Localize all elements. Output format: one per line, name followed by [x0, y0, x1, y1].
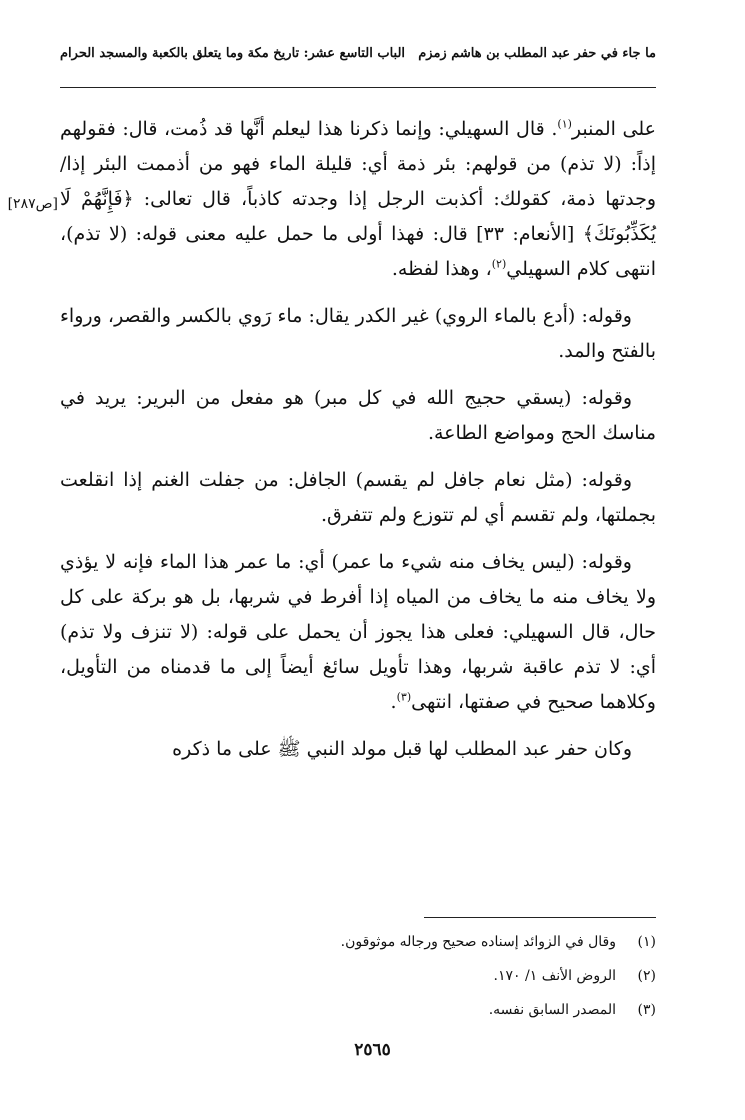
- footnote-item: [60, 993, 656, 1027]
- paragraph: [60, 381, 656, 451]
- footnote-ref: (٣): [396, 690, 412, 704]
- header-chapter-title: ما جاء في حفر عبد المطلب بن هاشم زمزم: [418, 46, 656, 61]
- footnote-ref: (١): [557, 117, 572, 131]
- footnote-text: وقال في الزوائد إسناده صحيح ورجاله موثوقون.: [340, 934, 616, 950]
- paragraph-text: .: [390, 691, 397, 713]
- paragraph-text: وقوله: (أدع بالماء الروي) غير الكدر يقال: ماء رَوي بالكسر والقصر، ورواء بالفتح والمد.: [60, 305, 656, 362]
- paragraph-text: ، وهذا لفظه.: [391, 258, 492, 280]
- margin-page-marker: [ص٢٨٧]: [7, 196, 58, 212]
- footnote-ref: (٢): [491, 257, 507, 271]
- footnote-rule: [424, 917, 656, 918]
- footnote-item: [60, 925, 656, 959]
- paragraph-text: وقوله: (يسقي حجيج الله في كل مبر) هو مفعل من البرير: يريد في مناسك الحج ومواضع الطاعة.: [60, 387, 656, 444]
- footnote-number: (٢): [637, 968, 656, 984]
- footnote-number: (١): [637, 934, 656, 950]
- paragraph-text: على المنبر: [571, 118, 656, 140]
- header-section-title: الباب التاسع عشر: تاريخ مكة وما يتعلق بالكعبة والمسجد الحرام: [60, 46, 406, 61]
- footnote-number: (٣): [637, 1002, 656, 1018]
- header-rule: [60, 87, 656, 88]
- page-number: ٢٥٦٥: [354, 1040, 391, 1060]
- paragraph: [60, 112, 656, 287]
- paragraph-text: وكان حفر عبد المطلب لها قبل مولد النبي ﷺ على ما ذكره: [172, 738, 632, 760]
- paragraph: [60, 299, 656, 369]
- paragraph: [60, 545, 656, 720]
- footnote-item: [60, 959, 656, 993]
- paragraph: [60, 463, 656, 533]
- paragraph-text: . قال السهيلي: وإنما ذكرنا هذا ليعلم أنَّها قد ذُمت، قال: فقولهم إذاً: (لا تذم) من قولهم: بئر ذمة أي: قليلة الماء فهو من أذممت البئر إذا/ وجدتها ذمة، كقولك: أكذبت الرجل إذا وجدته كاذباً، قال تعالى: ﴿فَإِنَّهُمْ لَا يُكَذِّبُونَكَ﴾ [الأنعام: ٣٣] قال: فهذا أولى ما حمل عليه معنى قوله: (لا تذم)، انتهى كلام السهيلي: [60, 118, 656, 280]
- footnote-text: الروض الأنف ١/ ١٧٠.: [493, 968, 616, 984]
- footnotes: [60, 925, 656, 1027]
- running-header: [60, 46, 656, 61]
- paragraph: [60, 732, 656, 767]
- paragraph-text: وقوله: (ليس يخاف منه شيء ما عمر) أي: ما عمر هذا الماء فإنه لا يؤذي ولا يخاف منه ما يخاف من المياه إذا أفرط في شربها، بل هو بركة على كل حال، قال السهيلي: فعلى هذا يجوز أن يحمل على قوله: (لا تنزف ولا تذم) أي: لا تذم عاقبة شربها، وهذا تأويل سائغ أيضاً إلى ما قدمناه من التأويل، وكلاهما صحيح في صفتها، انتهى: [60, 551, 656, 713]
- footnote-text: المصدر السابق نفسه.: [488, 1002, 616, 1018]
- body-text: [60, 112, 656, 779]
- paragraph-text: وقوله: (مثل نعام جافل لم يقسم) الجافل: من جفلت الغنم إذا انقلعت بجملتها، ولم تقسم أي لم تتوزع ولم تتفرق.: [60, 469, 656, 526]
